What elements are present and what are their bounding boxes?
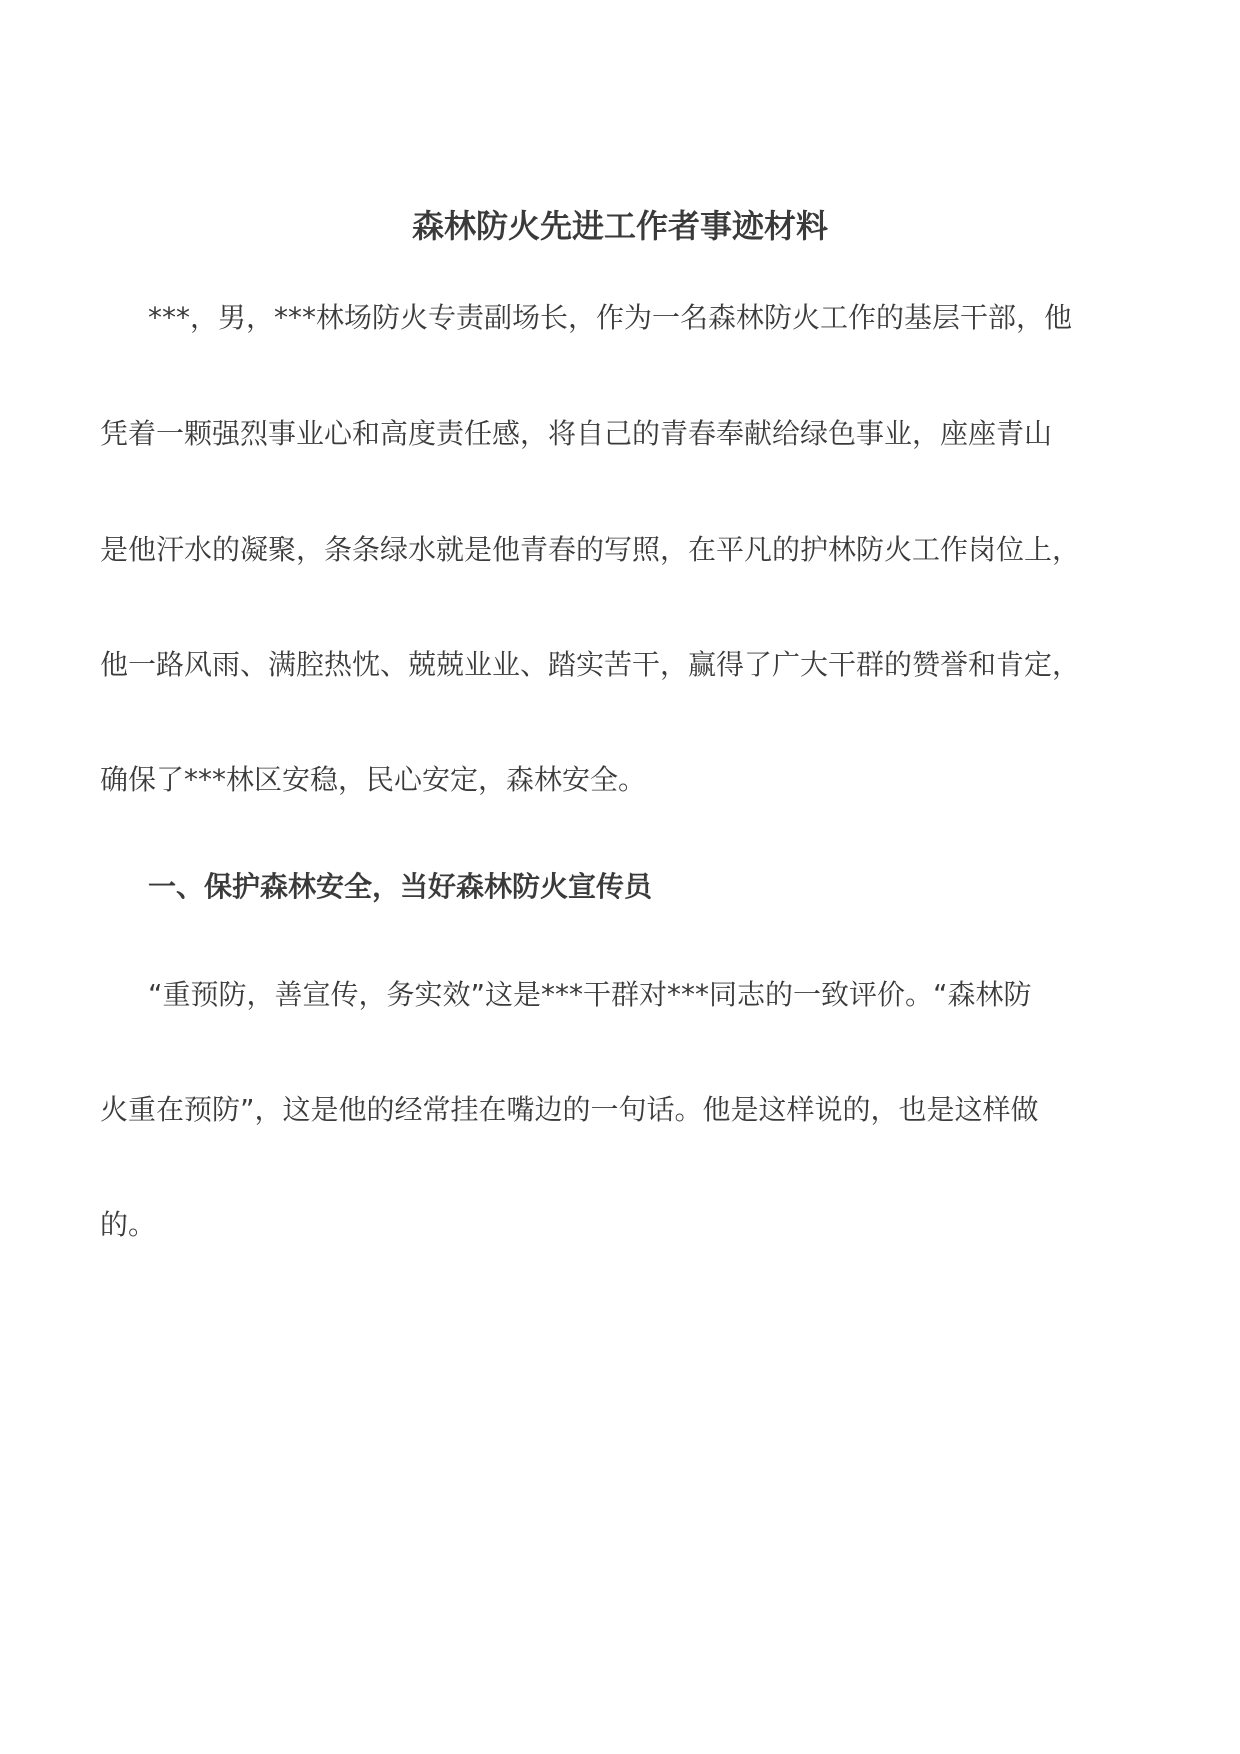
paragraph-line: 的。 <box>100 1208 157 1241</box>
paragraph-line: 凭着一颗强烈事业心和高度责任感，将自己的青春奉献给绿色事业，座座青山 <box>100 417 1053 450</box>
document-title: 森林防火先进工作者事迹材料 <box>411 207 828 245</box>
paragraph-line: ***，男，***林场防火专责副场长，作为一名森林防火工作的基层干部，他 <box>148 301 1073 334</box>
paragraph-line: 是他汗水的凝聚，条条绿水就是他青春的写照，在平凡的护林防火工作岗位上， <box>100 533 1081 566</box>
paragraph-line: 确保了***林区安稳，民心安定，森林安全。 <box>100 763 647 796</box>
section-heading: 一、保护森林安全，当好森林防火宣传员 <box>148 870 653 903</box>
paragraph-line: 火重在预防”，这是他的经常挂在嘴边的一句话。他是这样说的，也是这样做 <box>100 1093 1039 1126</box>
paragraph-line: “重预防，善宣传，务实效”这是***干群对***同志的一致评价。“森林防 <box>148 978 1032 1011</box>
paragraph-line: 他一路风雨、满腔热忱、兢兢业业、踏实苦干，赢得了广大干群的赞誉和肯定， <box>100 648 1081 681</box>
